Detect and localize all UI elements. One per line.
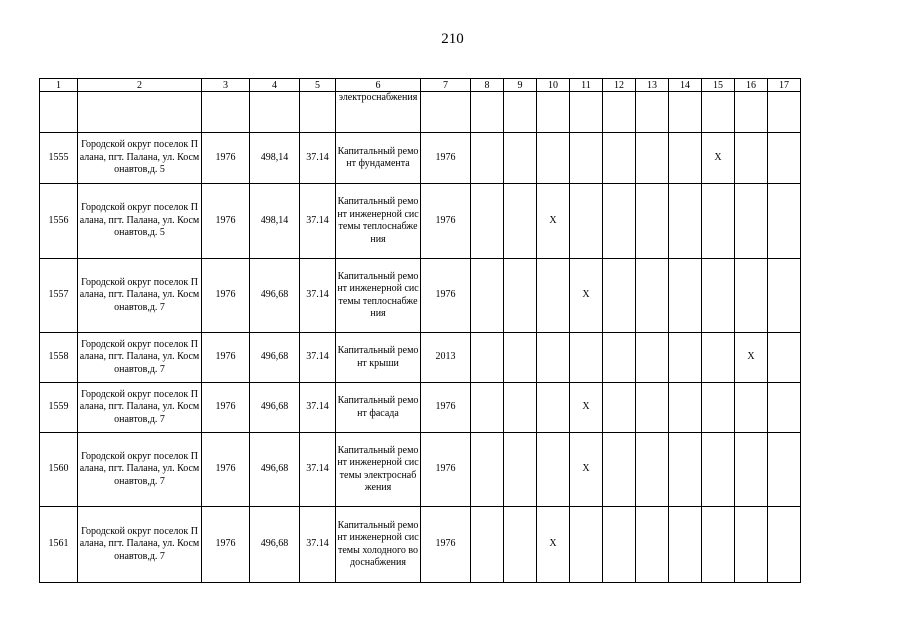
area-cell: 496,68 bbox=[250, 433, 300, 507]
planned-year-cell: 1976 bbox=[421, 383, 471, 433]
col5-cell: 37.14 bbox=[300, 507, 336, 583]
address-cell: Городской округ поселок Палана, пгт. Палана, ул. Космонавтов,д. 5 bbox=[78, 184, 202, 259]
work-type-cell: Капитальный ремонт инженерной системы холодного водоснабжения bbox=[336, 507, 421, 583]
column-number: 10 bbox=[537, 79, 570, 92]
cell bbox=[669, 92, 702, 133]
cell bbox=[768, 92, 801, 133]
cell bbox=[570, 92, 603, 133]
planned-year-cell: 1976 bbox=[421, 133, 471, 184]
col5-cell: 37.14 bbox=[300, 433, 336, 507]
area-cell: 496,68 bbox=[250, 507, 300, 583]
col5-cell: 37.14 bbox=[300, 333, 336, 383]
mark-cell bbox=[471, 433, 504, 507]
column-number: 3 bbox=[202, 79, 250, 92]
year-built-cell: 1976 bbox=[202, 259, 250, 333]
mark-cell bbox=[636, 507, 669, 583]
mark-cell bbox=[636, 333, 669, 383]
planned-year-cell: 1976 bbox=[421, 259, 471, 333]
mark-cell bbox=[669, 333, 702, 383]
mark-cell bbox=[636, 383, 669, 433]
mark-cell bbox=[504, 184, 537, 259]
col5-cell: 37.14 bbox=[300, 259, 336, 333]
mark-cell bbox=[702, 184, 735, 259]
row-number: 1556 bbox=[40, 184, 78, 259]
area-cell: 498,14 bbox=[250, 133, 300, 184]
row-number: 1555 bbox=[40, 133, 78, 184]
mark-cell bbox=[570, 133, 603, 184]
year-built-cell: 1976 bbox=[202, 433, 250, 507]
table-row bbox=[40, 259, 801, 333]
table-row bbox=[40, 433, 801, 507]
cell bbox=[471, 92, 504, 133]
row-number: 1558 bbox=[40, 333, 78, 383]
mark-cell bbox=[636, 184, 669, 259]
mark-cell bbox=[669, 133, 702, 184]
cell bbox=[78, 92, 202, 133]
cell bbox=[250, 92, 300, 133]
mark-cell bbox=[471, 184, 504, 259]
cell bbox=[537, 92, 570, 133]
mark-cell bbox=[702, 383, 735, 433]
work-type-cell: Капитальный ремонт крыши bbox=[336, 333, 421, 383]
column-number: 12 bbox=[603, 79, 636, 92]
row-number: 1557 bbox=[40, 259, 78, 333]
row-number: 1561 bbox=[40, 507, 78, 583]
cell bbox=[735, 92, 768, 133]
work-type-cell: электроснабжения bbox=[336, 92, 421, 133]
mark-cell bbox=[471, 507, 504, 583]
work-type-cell: Капитальный ремонт фундамента bbox=[336, 133, 421, 184]
year-built-cell: 1976 bbox=[202, 133, 250, 184]
mark-cell bbox=[702, 433, 735, 507]
mark-cell: X bbox=[537, 507, 570, 583]
mark-cell bbox=[669, 433, 702, 507]
work-type-cell: Капитальный ремонт инженерной системы теплоснабжения bbox=[336, 259, 421, 333]
mark-cell bbox=[603, 383, 636, 433]
area-cell: 496,68 bbox=[250, 383, 300, 433]
work-type-cell: Капитальный ремонт инженерной системы электроснабжения bbox=[336, 433, 421, 507]
mark-cell bbox=[768, 383, 801, 433]
mark-cell bbox=[768, 433, 801, 507]
address-cell: Городской округ поселок Палана, пгт. Палана, ул. Космонавтов,д. 7 bbox=[78, 333, 202, 383]
planned-year-cell: 1976 bbox=[421, 184, 471, 259]
continuation-row bbox=[40, 92, 801, 133]
mark-cell bbox=[537, 133, 570, 184]
column-number-row bbox=[40, 79, 801, 92]
mark-cell bbox=[702, 259, 735, 333]
column-number: 16 bbox=[735, 79, 768, 92]
column-number: 2 bbox=[78, 79, 202, 92]
mark-cell bbox=[669, 259, 702, 333]
table-row bbox=[40, 133, 801, 184]
mark-cell bbox=[504, 433, 537, 507]
mark-cell bbox=[735, 184, 768, 259]
column-number: 11 bbox=[570, 79, 603, 92]
mark-cell bbox=[702, 507, 735, 583]
table-row bbox=[40, 507, 801, 583]
mark-cell bbox=[570, 507, 603, 583]
table-row bbox=[40, 184, 801, 259]
mark-cell bbox=[570, 333, 603, 383]
table-row bbox=[40, 333, 801, 383]
table-row bbox=[40, 383, 801, 433]
mark-cell: X bbox=[537, 184, 570, 259]
mark-cell bbox=[471, 133, 504, 184]
planned-year-cell: 1976 bbox=[421, 433, 471, 507]
cell bbox=[202, 92, 250, 133]
mark-cell bbox=[702, 333, 735, 383]
mark-cell bbox=[636, 259, 669, 333]
cell bbox=[636, 92, 669, 133]
mark-cell: X bbox=[702, 133, 735, 184]
year-built-cell: 1976 bbox=[202, 507, 250, 583]
work-type-cell: Капитальный ремонт инженерной системы теплоснабжения bbox=[336, 184, 421, 259]
address-cell: Городской округ поселок Палана, пгт. Палана, ул. Космонавтов,д. 7 bbox=[78, 507, 202, 583]
mark-cell bbox=[471, 259, 504, 333]
cell bbox=[504, 92, 537, 133]
mark-cell bbox=[669, 507, 702, 583]
mark-cell bbox=[504, 333, 537, 383]
col5-cell: 37.14 bbox=[300, 184, 336, 259]
mark-cell: X bbox=[570, 433, 603, 507]
mark-cell bbox=[636, 433, 669, 507]
year-built-cell: 1976 bbox=[202, 184, 250, 259]
mark-cell bbox=[669, 184, 702, 259]
year-built-cell: 1976 bbox=[202, 333, 250, 383]
mark-cell bbox=[537, 383, 570, 433]
mark-cell bbox=[471, 383, 504, 433]
mark-cell bbox=[768, 507, 801, 583]
column-number: 9 bbox=[504, 79, 537, 92]
mark-cell bbox=[768, 133, 801, 184]
column-number: 7 bbox=[421, 79, 471, 92]
mark-cell: X bbox=[570, 259, 603, 333]
planned-year-cell: 1976 bbox=[421, 507, 471, 583]
column-number: 4 bbox=[250, 79, 300, 92]
mark-cell bbox=[603, 133, 636, 184]
mark-cell bbox=[735, 433, 768, 507]
mark-cell bbox=[603, 433, 636, 507]
column-number: 6 bbox=[336, 79, 421, 92]
area-cell: 496,68 bbox=[250, 333, 300, 383]
address-cell: Городской округ поселок Палана, пгт. Палана, ул. Космонавтов,д. 7 bbox=[78, 259, 202, 333]
column-number: 15 bbox=[702, 79, 735, 92]
mark-cell bbox=[735, 383, 768, 433]
column-number: 8 bbox=[471, 79, 504, 92]
work-type-cell: Капитальный ремонт фасада bbox=[336, 383, 421, 433]
cell bbox=[300, 92, 336, 133]
mark-cell bbox=[669, 383, 702, 433]
mark-cell bbox=[768, 333, 801, 383]
planned-year-cell: 2013 bbox=[421, 333, 471, 383]
cell bbox=[40, 92, 78, 133]
mark-cell: X bbox=[570, 383, 603, 433]
column-number: 14 bbox=[669, 79, 702, 92]
address-cell: Городской округ поселок Палана, пгт. Палана, ул. Космонавтов,д. 7 bbox=[78, 383, 202, 433]
column-number: 13 bbox=[636, 79, 669, 92]
mark-cell bbox=[570, 184, 603, 259]
column-number: 5 bbox=[300, 79, 336, 92]
mark-cell: X bbox=[735, 333, 768, 383]
mark-cell bbox=[768, 259, 801, 333]
col5-cell: 37.14 bbox=[300, 133, 336, 184]
area-cell: 498,14 bbox=[250, 184, 300, 259]
mark-cell bbox=[504, 133, 537, 184]
mark-cell bbox=[537, 433, 570, 507]
mark-cell bbox=[603, 333, 636, 383]
mark-cell bbox=[537, 333, 570, 383]
mark-cell bbox=[504, 383, 537, 433]
mark-cell bbox=[735, 507, 768, 583]
address-cell: Городской округ поселок Палана, пгт. Палана, ул. Космонавтов,д. 7 bbox=[78, 433, 202, 507]
repair-program-table bbox=[39, 78, 801, 583]
mark-cell bbox=[537, 259, 570, 333]
col5-cell: 37.14 bbox=[300, 383, 336, 433]
mark-cell bbox=[471, 333, 504, 383]
mark-cell bbox=[603, 507, 636, 583]
mark-cell bbox=[603, 259, 636, 333]
mark-cell bbox=[603, 184, 636, 259]
row-number: 1560 bbox=[40, 433, 78, 507]
area-cell: 496,68 bbox=[250, 259, 300, 333]
row-number: 1559 bbox=[40, 383, 78, 433]
cell bbox=[603, 92, 636, 133]
mark-cell bbox=[735, 133, 768, 184]
mark-cell bbox=[636, 133, 669, 184]
cell bbox=[421, 92, 471, 133]
column-number: 1 bbox=[40, 79, 78, 92]
address-cell: Городской округ поселок Палана, пгт. Палана, ул. Космонавтов,д. 5 bbox=[78, 133, 202, 184]
year-built-cell: 1976 bbox=[202, 383, 250, 433]
column-number: 17 bbox=[768, 79, 801, 92]
page-number: 210 bbox=[441, 31, 464, 47]
cell bbox=[702, 92, 735, 133]
mark-cell bbox=[768, 184, 801, 259]
mark-cell bbox=[504, 259, 537, 333]
mark-cell bbox=[735, 259, 768, 333]
mark-cell bbox=[504, 507, 537, 583]
